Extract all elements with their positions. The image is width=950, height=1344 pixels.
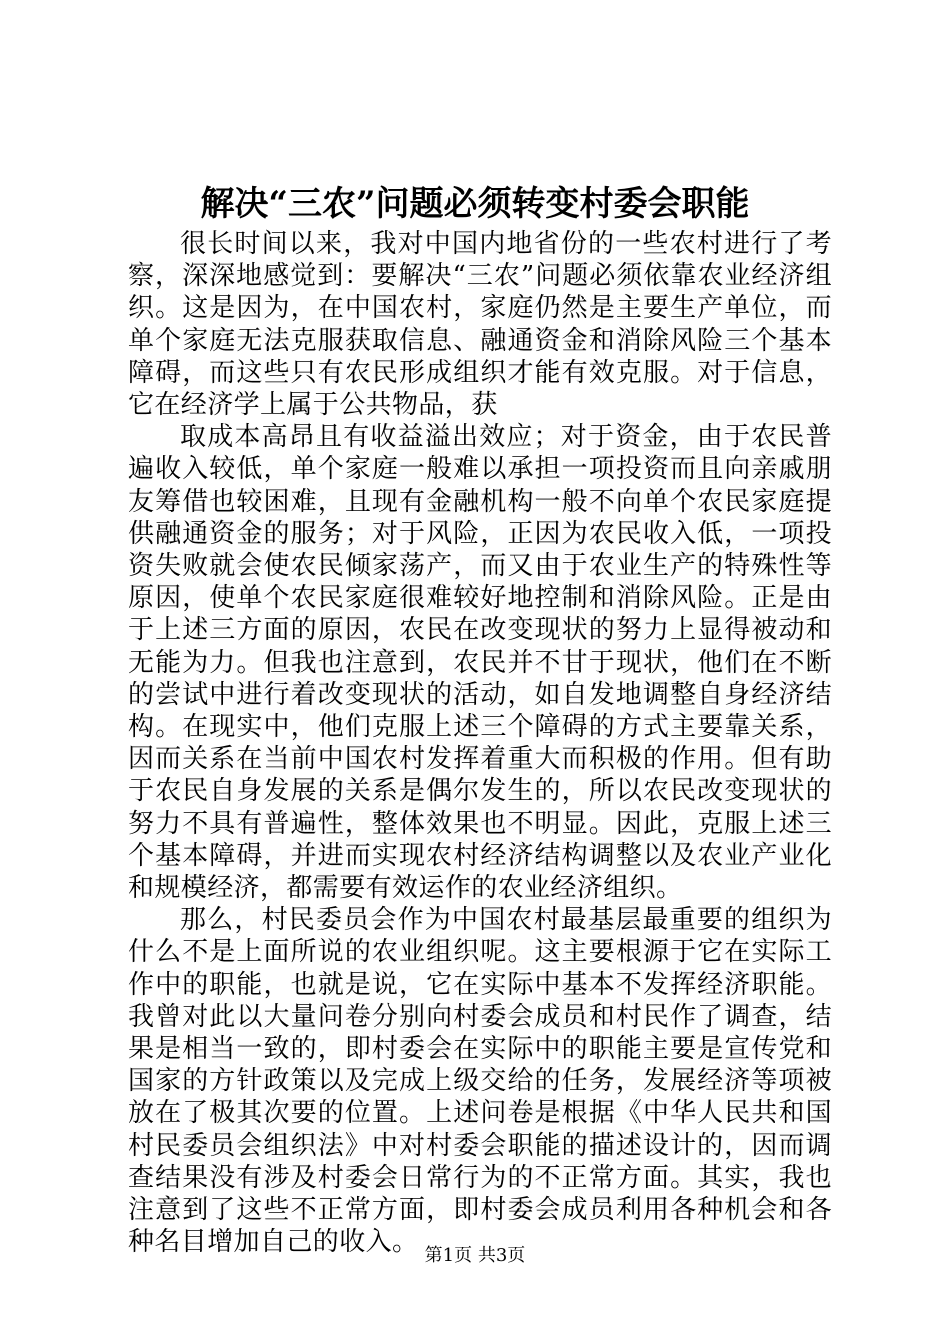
document-body <box>128 228 832 1259</box>
page-title: 解决“三农”问题必须转变村委会职能 <box>200 184 750 224</box>
paragraph-2: 取成本高昂且有收益溢出效应；对于资金，由于农民普遍收入较低，单个家庭一般难以承担一项投资而且向亲戚朋友筹借也较困难，且现有金融机构一般不向单个农民家庭提供融通资金的服务；对于风险，正因为农民收入低，一项投资失败就会使农民倾家荡产，而又由于农业生产的特殊性等原因，使单个农民家庭很难较好地控制和消除风险。正是由于上述三方面的原因，农民在改变现状的努力上显得被动和无能为力。但我也注意到，农民并不甘于现状，他们在不断的尝试中进行着改变现状的活动，如自发地调整自身经济结构。在现实中，他们克服上述三个障碍的方式主要靠关系，因而关系在当前中国农村发挥着重大而积极的作用。但有助于农民自身发展的关系是偶尔发生的，所以农民改变现状的努力不具有普遍性，整体效果也不明显。因此，克服上述三个基本障碍，并进而实现农村经济结构调整以及农业产业化和规模经济，都需要有效运作的农业经济组织。 <box>128 422 832 904</box>
page-footer: 第1页 共3页 <box>424 1245 526 1266</box>
paragraph-1: 很长时间以来，我对中国内地省份的一些农村进行了考察，深深地感觉到：要解决“三农”问题必须依靠农业经济组织。这是因为，在中国农村，家庭仍然是主要生产单位，而单个家庭无法克服获取信息、融通资金和消除风险三个基本障碍，而这些只有农民形成组织才能有效克服。对于信息，它在经济学上属于公共物品，获 <box>128 229 832 421</box>
paragraph-3: 那么，村民委员会作为中国农村最基层最重要的组织为什么不是上面所说的农业组织呢。这主要根源于它在实际工作中的职能，也就是说，它在实际中基本不发挥经济职能。我曾对此以大量问卷分别向村委会成员和村民作了调查，结果是相当一致的，即村委会在实际中的职能主要是宣传党和国家的方针政策以及完成上级交给的任务，发展经济等项被放在了极其次要的位置。上述问卷是根据《中华人民共和国村民委员会组织法》中对村委会职能的描述设计的，因而调查结果没有涉及村委会日常行为的不正常方面。其实，我也注意到了这些不正常方面，即村委会成员利用各种机会和各种名目增加自己的收入。 <box>128 905 832 1258</box>
